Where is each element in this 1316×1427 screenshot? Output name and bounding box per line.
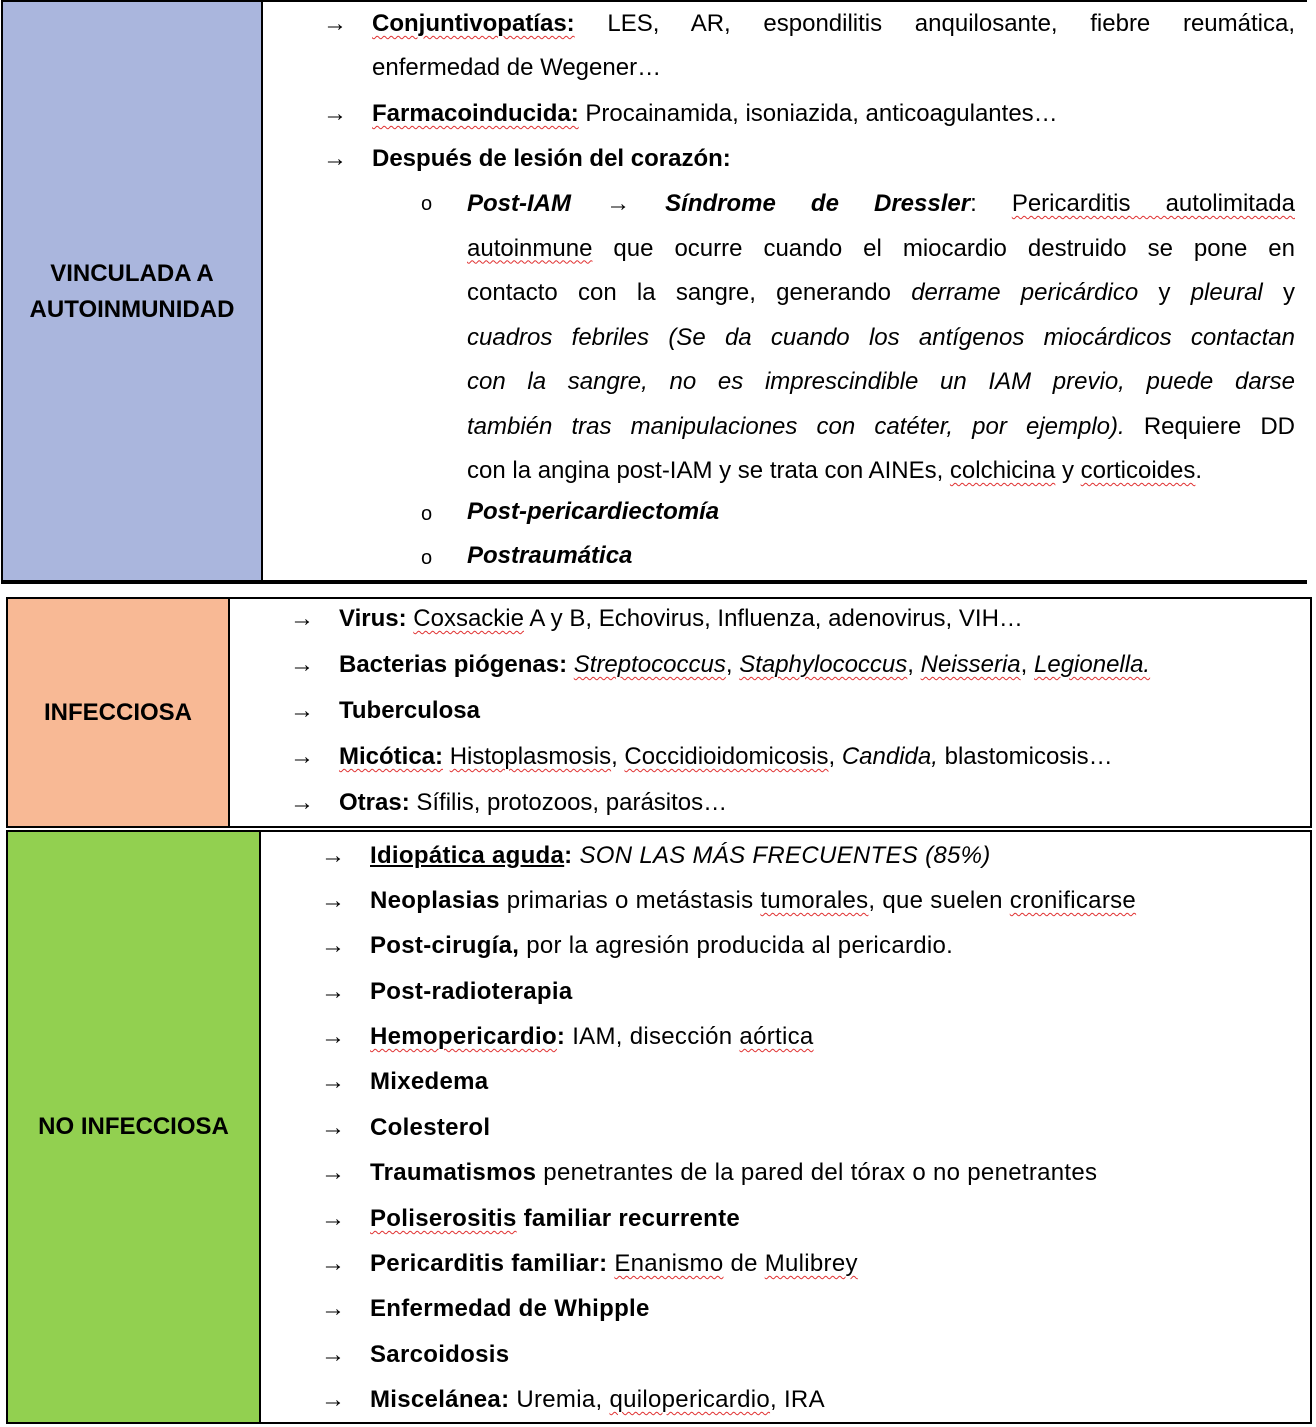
arrow-icon: → [290, 789, 314, 816]
arrow-icon: → [321, 1341, 346, 1368]
arrow-icon: → [321, 1023, 346, 1050]
list-sub-item: Post-pericardiectomía [467, 498, 720, 525]
category-non-infectious [8, 832, 261, 1422]
list-item: Virus: Coxsackie A y B, Echovirus, Influenza, adenovirus, VIH… [339, 605, 1023, 632]
list-item: Tuberculosa [339, 697, 480, 724]
arrow-icon: → [321, 1386, 346, 1413]
category-non-infectious-label: NO INFECCIOSA [38, 1113, 229, 1140]
list-sub-item: Postraumática [467, 542, 633, 569]
autoimmune-table [1, 0, 1307, 584]
arrow-icon: → [321, 1114, 346, 1141]
list-item: Farmacoinducida: Procainamida, isoniazida, anticoagulantes… [372, 100, 1058, 127]
list-item: Traumatismos penetrantes de la pared del tórax o no penetrantes [370, 1159, 1098, 1186]
list-item: Idiopática aguda: SON LAS MÁS FRECUENTES (85%) [370, 842, 991, 869]
arrow-icon: → [290, 697, 314, 724]
list-item: Sarcoidosis [370, 1341, 510, 1368]
arrow-icon: → [290, 743, 314, 770]
list-item: Después de lesión del corazón: [372, 145, 731, 172]
non-infectious-table [6, 830, 1312, 1424]
infectious-table [6, 597, 1312, 828]
list-item: Enfermedad de Whipple [370, 1295, 650, 1322]
arrow-icon: → [321, 887, 346, 914]
list-item: Miscelánea: Uremia, quilopericardio, IRA [370, 1386, 825, 1413]
infectious-content [230, 599, 1310, 826]
arrow-icon: → [321, 1159, 346, 1186]
arrow-icon: → [323, 145, 347, 172]
arrow-icon: → [606, 190, 631, 217]
arrow-icon: → [321, 932, 346, 959]
list-item: Micótica: Histoplasmosis, Coccidioidomicosis, Candida, blastomicosis… [339, 743, 1113, 770]
list-item: Mixedema [370, 1068, 489, 1095]
arrow-icon: → [290, 651, 314, 678]
bullet-icon: o [421, 547, 433, 569]
list-item-continuation: enfermedad de Wegener… [372, 54, 662, 81]
list-item: Poliserositis familiar recurrente [370, 1205, 741, 1232]
arrow-icon: → [321, 1205, 346, 1232]
list-item: Post-radioterapia [370, 978, 573, 1005]
bullet-icon: o [421, 193, 433, 215]
arrow-icon: → [321, 1068, 346, 1095]
list-item: Colesterol [370, 1114, 491, 1141]
bullet-icon: o [421, 503, 433, 525]
list-item: Hemopericardio: IAM, disección aórtica [370, 1023, 814, 1050]
arrow-icon: → [321, 1250, 346, 1277]
table-divider [1, 580, 1307, 582]
arrow-icon: → [321, 978, 346, 1005]
list-item: Conjuntivopatías: LES, AR, espondilitis anquilosante, fiebre reumática, [372, 10, 1295, 37]
list-item: Post-cirugía, por la agresión producida al pericardio. [370, 932, 954, 959]
category-autoimmune-label: VINCULADA A AUTOINMUNIDAD [29, 260, 235, 323]
arrow-icon: → [290, 605, 314, 632]
category-autoimmune [3, 2, 263, 582]
list-item: Bacterias piógenas: Streptococcus, Staphylococcus, Neisseria, Legionella. [339, 651, 1151, 678]
autoimmune-content: → Conjuntivopatías: LES, AR, espondilitis anquilosante, fiebre reumática, enfermedad de Wegener… → Farmacoinducida: Procainamida, isoniazida, anticoagulantes… → Después de lesión del corazón: o Post-IAM → Síndrome de Dressler: Pericarditis autolimitada autoinmune que ocurre cuando el miocardio destruido se pone en contacto con la sangre, generando derrame pericárdico y pleural y cuadros febriles (Se da cuando los antígenos miocárdicos contactan con la sangre, no es imprescindible un IAM previo, puede darse también tras manipulaciones con catéter, por ejemplo). Requiere DD con la angina post-IAM y se trata con AINEs, colchicina y corticoides. o Post-pericardiectomía o Postraumática [263, 2, 1307, 582]
arrow-icon: → [323, 10, 347, 37]
category-infectious [8, 599, 230, 826]
list-item: Neoplasias primarias o metástasis tumorales, que suelen cronificarse [370, 887, 1137, 914]
arrow-icon: → [321, 842, 346, 869]
list-item: Otras: Sífilis, protozoos, parásitos… [339, 789, 728, 816]
arrow-icon: → [323, 100, 347, 127]
category-infectious-label: INFECCIOSA [43, 698, 192, 726]
arrow-icon: → [321, 1295, 346, 1322]
non-infectious-content [261, 832, 1310, 1422]
list-item: Pericarditis familiar: Enanismo de Mulibrey [370, 1250, 858, 1277]
